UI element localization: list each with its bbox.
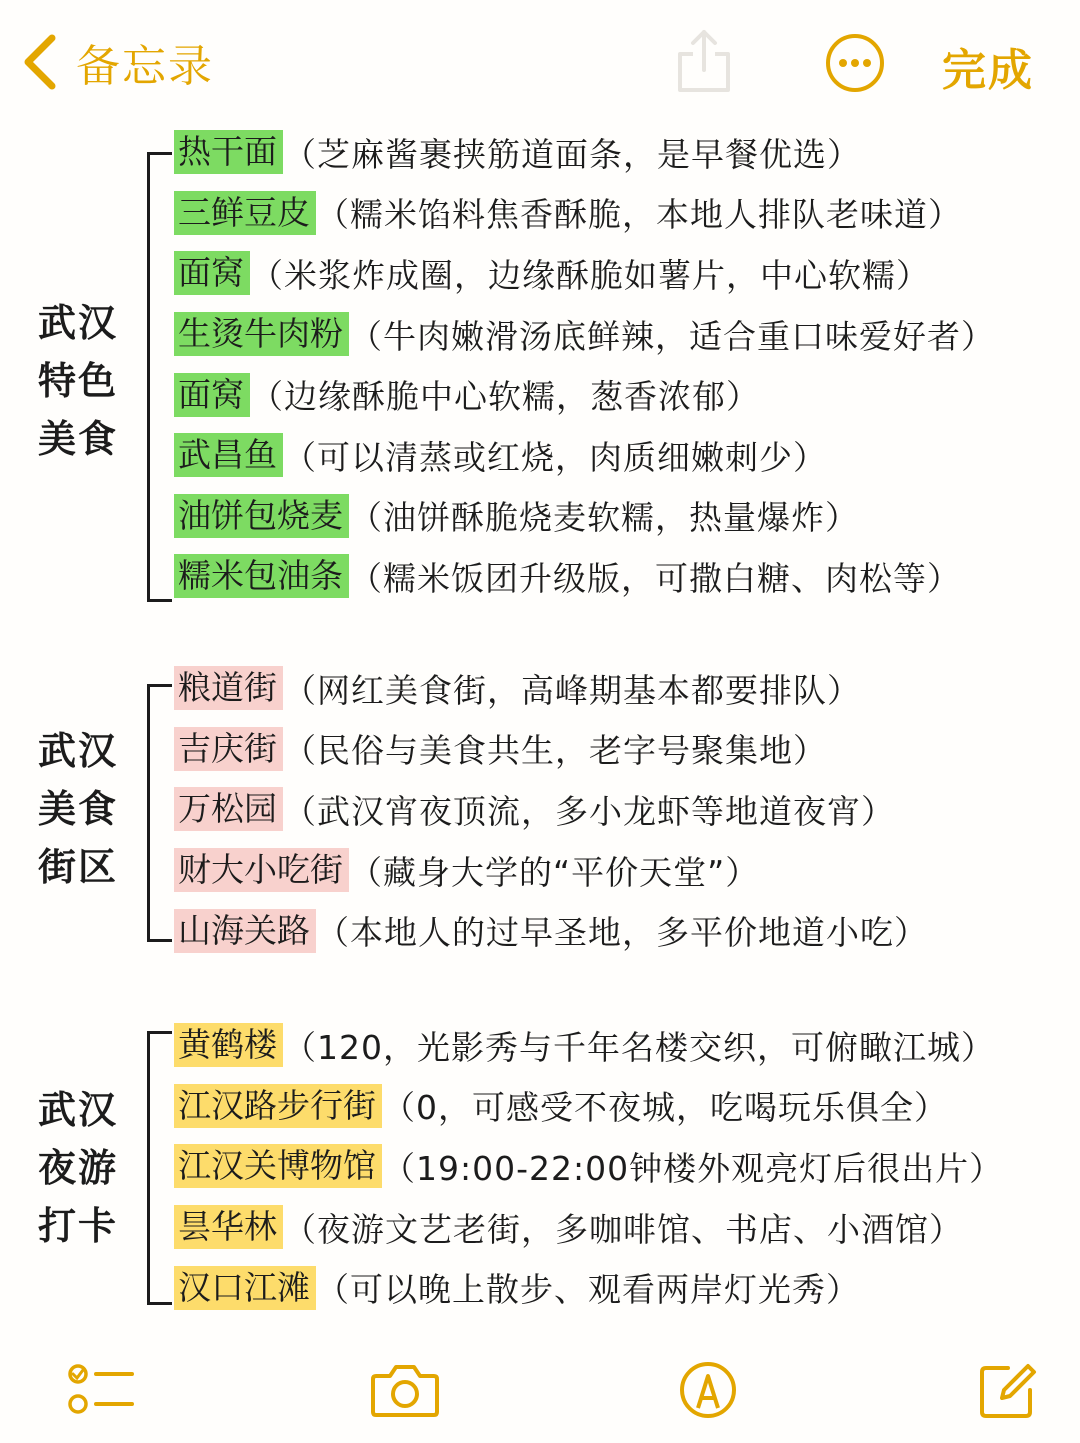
section-title: 武汉 特色 美食 (38, 301, 119, 461)
list-item[interactable]: 生烫牛肉粉 （牛肉嫩滑汤底鲜辣，适合重口味爱好者） (174, 304, 995, 365)
item-list (174, 1015, 1003, 1318)
item-list (174, 122, 995, 607)
compose-icon[interactable] (978, 1360, 1038, 1420)
list-item[interactable]: 黄鹤楼 （120，光影秀与千年名楼交织，可俯瞰江城） (174, 1015, 1003, 1076)
list-item[interactable]: 江汉路步行街 （0，可感受不夜城，吃喝玩乐俱全） (174, 1076, 1003, 1137)
list-item[interactable]: 江汉关博物馆 （19:00-22:00钟楼外观亮灯后很出片） (174, 1136, 1003, 1197)
list-item[interactable]: 糯米包油条 （糯米饭团升级版，可撒白糖、肉松等） (174, 546, 995, 607)
list-item[interactable]: 油饼包烧麦 （油饼酥脆烧麦软糯，热量爆炸） (174, 486, 995, 547)
list-item[interactable]: 财大小吃街 （藏身大学的“平价天堂”） (174, 840, 928, 901)
back-label: 备忘录 (76, 41, 214, 92)
section-title: 武汉 夜游 打卡 (38, 1088, 119, 1248)
markup-icon[interactable] (678, 1360, 738, 1420)
item-list (174, 658, 928, 961)
more-icon[interactable] (824, 32, 886, 94)
done-button[interactable]: 完成 (942, 45, 1034, 96)
bracket (147, 684, 172, 942)
camera-icon[interactable] (370, 1360, 440, 1420)
bracket (147, 1031, 172, 1305)
list-item[interactable]: 面窝 （米浆炸成圈，边缘酥脆如薯片，中心软糯） (174, 243, 995, 304)
section-title: 武汉 美食 街区 (38, 729, 119, 889)
list-item[interactable]: 昙华林 （夜游文艺老街，多咖啡馆、书店、小酒馆） (174, 1197, 1003, 1258)
checklist-icon[interactable] (66, 1360, 136, 1420)
list-item[interactable]: 面窝 （边缘酥脆中心软糯，葱香浓郁） (174, 364, 995, 425)
nav-bar (0, 0, 1080, 120)
list-item[interactable]: 武昌鱼 （可以清蒸或红烧，肉质细嫩刺少） (174, 425, 995, 486)
list-item[interactable]: 粮道街 （网红美食街，高峰期基本都要排队） (174, 658, 928, 719)
list-item[interactable]: 吉庆街 （民俗与美食共生，老字号聚集地） (174, 719, 928, 780)
bracket (147, 152, 172, 602)
share-icon[interactable] (676, 28, 732, 94)
list-item[interactable]: 山海关路 （本地人的过早圣地，多平价地道小吃） (174, 900, 928, 961)
list-item[interactable]: 热干面 （芝麻酱裹挟筋道面条，是早餐优选） (174, 122, 995, 183)
chevron-left-icon (22, 32, 58, 92)
bottom-toolbar (0, 1350, 1080, 1443)
list-item[interactable]: 三鲜豆皮 （糯米馅料焦香酥脆，本地人排队老味道） (174, 183, 995, 244)
list-item[interactable]: 万松园 （武汉宵夜顶流，多小龙虾等地道夜宵） (174, 779, 928, 840)
back-button[interactable] (22, 30, 214, 94)
list-item[interactable]: 汉口江滩 （可以晚上散步、观看两岸灯光秀） (174, 1257, 1003, 1318)
